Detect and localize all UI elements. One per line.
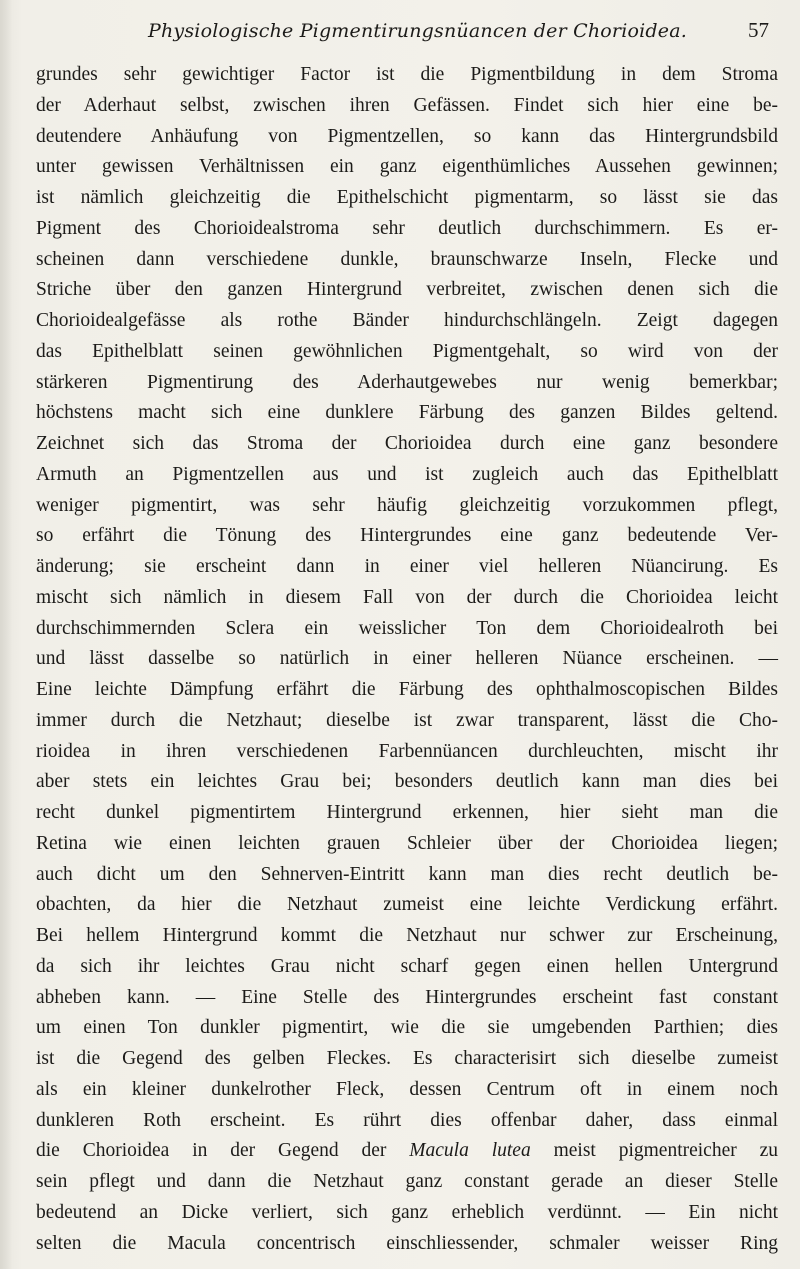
text-line: auch dicht um den Sehnerven-Eintritt kann man dies recht deutlich be- (36, 863, 778, 885)
text-line: Armuth an Pigmentzellen aus und ist zugleich auch das Epithelblatt (36, 463, 778, 485)
text-line: Zeichnet sich das Stroma der Chorioidea durch eine ganz besondere (36, 433, 778, 454)
text-line: als ein kleiner dunkelrother Fleck, dessen Centrum oft in einem noch (36, 1078, 778, 1100)
text-line: stärkeren Pigmentirung des Aderhautgewebes nur wenig bemerkbar; (36, 371, 778, 393)
text-line: höchstens macht sich eine dunklere Färbung des ganzen Bildes geltend. (36, 402, 778, 424)
text-line: ist die Gegend des gelben Fleckes. Es characterisirt sich dieselbe zumeist (36, 1048, 778, 1069)
line-segment: die Chorioidea in der Gegend der (36, 1140, 410, 1162)
text-line: rioidea in ihren verschiedenen Farbennüancen durchleuchten, mischt ihr (36, 740, 778, 762)
text-line: deutendere Anhäufung von Pigmentzellen, so kann das Hintergrundsbild (36, 125, 778, 147)
line-segment: meist pigmentreicher zu (530, 1140, 779, 1162)
text-line: um einen Ton dunkler pigmentirt, wie die sie umgebenden Parthien; dies (36, 1017, 778, 1039)
italic-term: Macula lutea (409, 1140, 531, 1162)
text-line: sein pflegt und dann die Netzhaut ganz constant gerade an dieser Stelle (36, 1171, 778, 1192)
gutter-shadow (0, 0, 12, 1269)
text-line: dunkleren Roth erscheint. Es rührt dies offenbar daher, dass einmal (36, 1109, 778, 1131)
text-line: und lässt dasselbe so natürlich in einer helleren Nüance erscheinen. — (36, 648, 778, 670)
text-line: selten die Macula concentrisch einschliessender, schmaler weisser Ring (36, 1232, 778, 1254)
running-head: Physiologische Pigmentirungsnüancen der Chorioidea. (148, 20, 687, 42)
text-line: so erfährt die Tönung des Hintergrundes eine ganz bedeutende Ver- (36, 525, 778, 547)
text-line: bedeutend an Dicke verliert, sich ganz erheblich verdünnt. — Ein nicht (36, 1201, 778, 1223)
text-line: änderung; sie erscheint dann in einer viel helleren Nüancirung. Es (36, 556, 778, 577)
text-line: aber stets ein leichtes Grau bei; besonders deutlich kann man dies bei (36, 771, 778, 793)
text-line: da sich ihr leichtes Grau nicht scharf gegen einen hellen Untergrund (36, 955, 778, 977)
text-line: das Epithelblatt seinen gewöhnlichen Pigmentgehalt, so wird von der (36, 340, 778, 362)
body-text (36, 60, 778, 1259)
text-line: Striche über den ganzen Hintergrund verbreitet, zwischen denen sich die (36, 279, 778, 301)
text-line: Eine leichte Dämpfung erfährt die Färbung des ophthalmoscopischen Bildes (36, 679, 778, 700)
text-line: mischt sich nämlich in diesem Fall von der durch die Chorioidea leicht (36, 586, 778, 608)
text-line: Pigment des Chorioidealstroma sehr deutlich durchschimmern. Es er- (36, 217, 778, 239)
text-line: der Aderhaut selbst, zwischen ihren Gefässen. Findet sich hier eine be- (36, 94, 778, 116)
text-line: obachten, da hier die Netzhaut zumeist eine leichte Verdickung erfährt. (36, 894, 778, 916)
text-line: recht dunkel pigmentirtem Hintergrund erkennen, hier sieht man die (36, 802, 778, 823)
text-line: Bei hellem Hintergrund kommt die Netzhaut nur schwer zur Erscheinung, (36, 925, 778, 946)
text-line: grundes sehr gewichtiger Factor ist die Pigmentbildung in dem Stroma (36, 64, 778, 85)
page-number: 57 (748, 18, 769, 42)
text-line: weniger pigmentirt, was sehr häufig gleichzeitig vorzukommen pflegt, (36, 494, 778, 516)
text-line-macula (36, 1136, 778, 1167)
text-line: ist nämlich gleichzeitig die Epithelschicht pigmentarm, so lässt sie das (36, 187, 778, 208)
text-line: durchschimmernden Sclera ein weisslicher Ton dem Chorioidealroth bei (36, 617, 778, 639)
text-line: abheben kann. — Eine Stelle des Hintergrundes erscheint fast constant (36, 986, 778, 1008)
text-line: Chorioidealgefässe als rothe Bänder hindurchschlängeln. Zeigt dagegen (36, 310, 778, 331)
text-line: Retina wie einen leichten grauen Schleier über der Chorioidea liegen; (36, 832, 778, 854)
text-line: scheinen dann verschiedene dunkle, braunschwarze Inseln, Flecke und (36, 248, 778, 270)
text-line: unter gewissen Verhältnissen ein ganz eigenthümliches Aussehen gewinnen; (36, 156, 778, 178)
text-line: immer durch die Netzhaut; dieselbe ist zwar transparent, lässt die Cho- (36, 709, 778, 731)
